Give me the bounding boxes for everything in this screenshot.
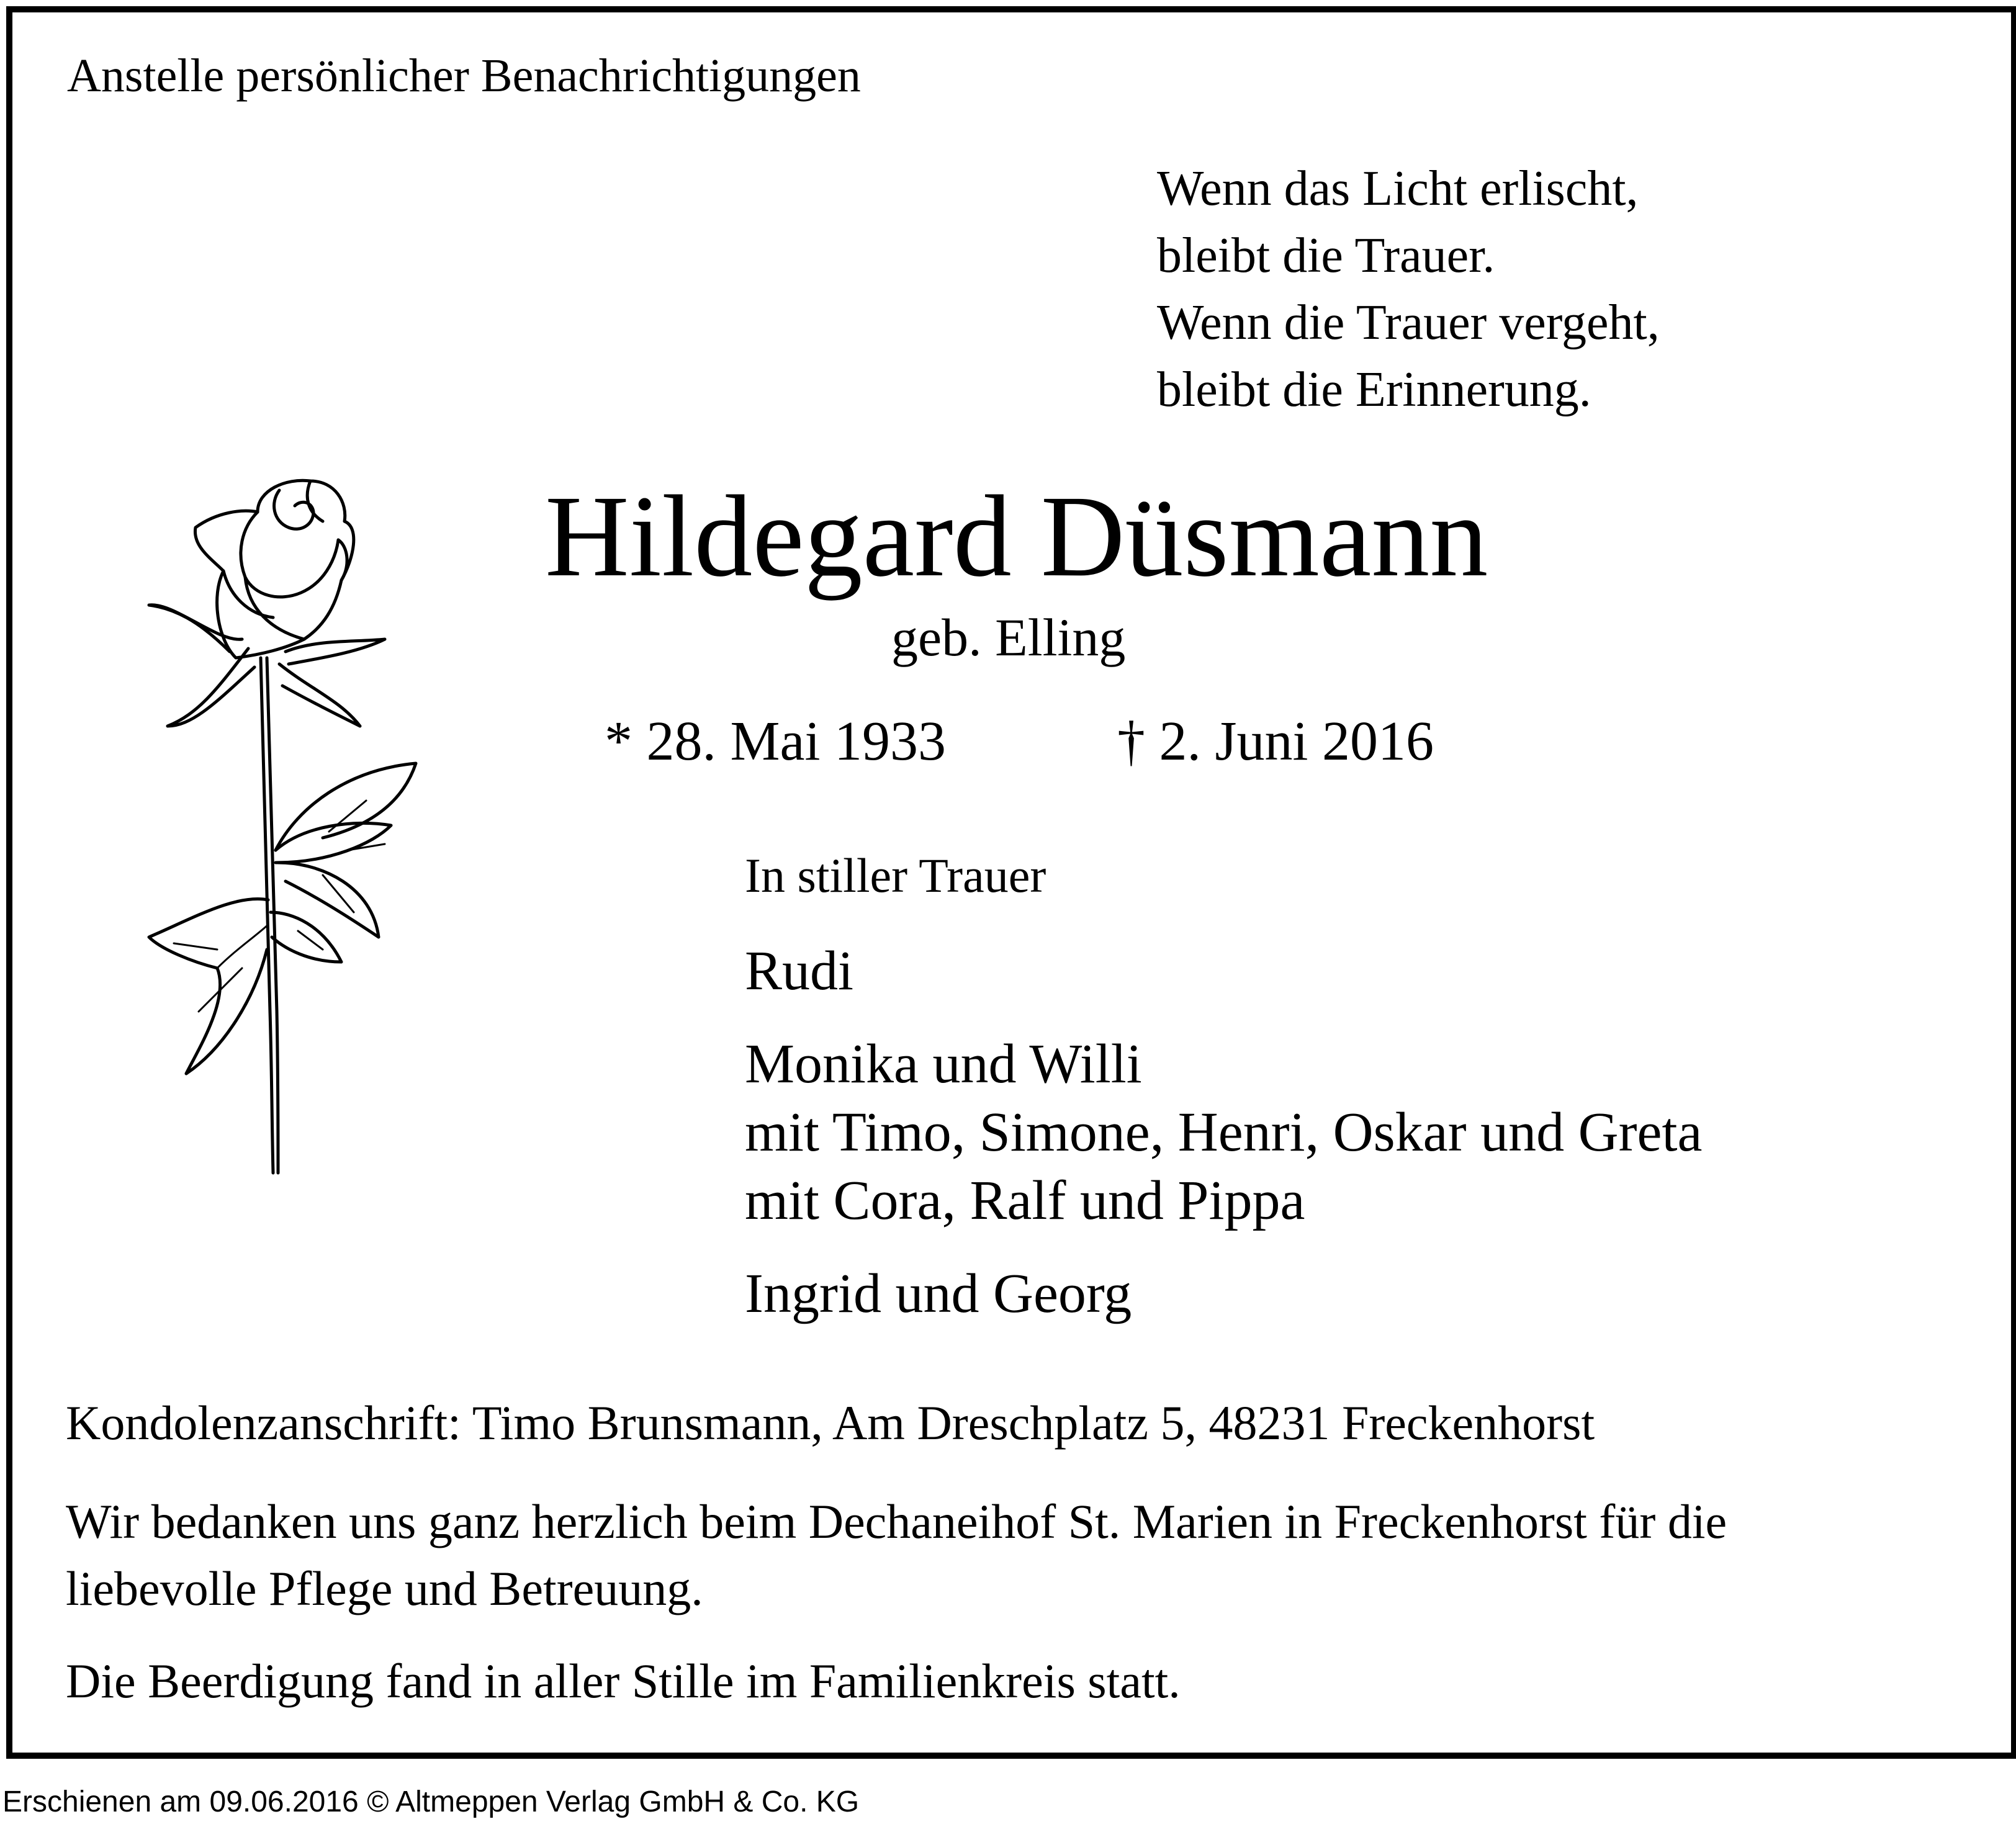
condolence-address: Kondolenzanschrift: Timo Brunsmann, Am Dreschplatz 5, 48231 Freckenhorst bbox=[66, 1396, 1595, 1450]
mourner-line: mit Cora, Ralf und Pippa bbox=[745, 1170, 1305, 1231]
publication-footer: Erschienen am 09.06.2016 © Altmeppen Verlag GmbH & Co. KG bbox=[2, 1785, 860, 1818]
birth-date: * 28. Mai 1933 bbox=[605, 711, 946, 772]
mourner-line: Ingrid und Georg bbox=[745, 1263, 1132, 1324]
mourner-group bbox=[745, 1030, 1702, 1235]
thanks-text bbox=[66, 1488, 1727, 1622]
poem bbox=[1157, 155, 1660, 423]
poem-line: bleibt die Erinnerung. bbox=[1157, 362, 1591, 417]
burial-note: Die Beerdigung fand in aller Stille im Familienkreis statt. bbox=[66, 1654, 1181, 1708]
poem-line: bleibt die Trauer. bbox=[1157, 228, 1495, 283]
mourner-line: Monika und Willi bbox=[745, 1033, 1142, 1095]
death-date: † 2. Juni 2016 bbox=[1117, 711, 1434, 772]
thanks-line: liebevolle Pflege und Betreuung. bbox=[66, 1561, 703, 1615]
rose-icon bbox=[124, 453, 459, 1185]
mourner-line: Rudi bbox=[745, 940, 854, 1002]
poem-line: Wenn das Licht erlischt, bbox=[1157, 161, 1639, 216]
intro-text: Anstelle persönlicher Benachrichtigungen bbox=[67, 50, 861, 102]
maiden-name: geb. Elling bbox=[891, 608, 1126, 667]
mourner-line: mit Timo, Simone, Henri, Oskar und Greta bbox=[745, 1102, 1703, 1163]
mourning-intro: In stiller Trauer bbox=[745, 848, 1046, 902]
thanks-line: Wir bedanken uns ganz herzlich beim Dechaneihof St. Marien in Freckenhorst für die bbox=[66, 1494, 1727, 1548]
deceased-name: Hildegard Düsmann bbox=[545, 471, 1488, 601]
poem-line: Wenn die Trauer vergeht, bbox=[1157, 295, 1660, 350]
mourner-group bbox=[745, 937, 853, 1005]
mourner-group bbox=[745, 1260, 1132, 1328]
